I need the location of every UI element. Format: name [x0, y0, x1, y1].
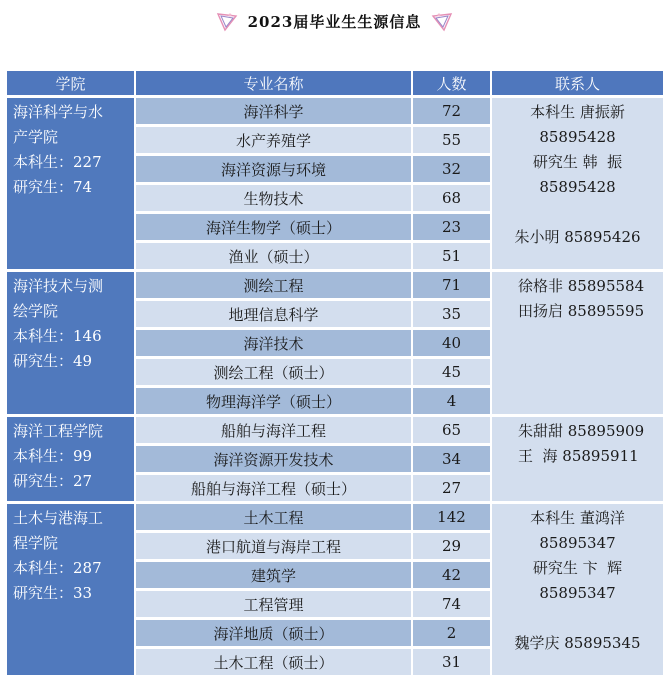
major-name: 土木工程 — [136, 504, 411, 530]
major-name: 土木工程（硕士） — [136, 649, 411, 675]
college-cell — [7, 417, 134, 501]
college-line: 绘学院 — [13, 302, 59, 320]
major-name: 海洋地质（硕士） — [136, 620, 411, 646]
student-count: 51 — [413, 243, 490, 269]
student-count: 29 — [413, 533, 490, 559]
college-cell — [7, 504, 134, 675]
contact-line: 本科生 唐振新 — [530, 103, 625, 121]
student-count: 31 — [413, 649, 490, 675]
table-row — [7, 98, 663, 124]
college-line: 海洋技术与测 — [13, 277, 104, 295]
triangle-decoration-icon — [216, 10, 238, 32]
student-count: 55 — [413, 127, 490, 153]
contact-line: 朱小明 85895426 — [514, 228, 641, 246]
header-contact: 联系人 — [492, 71, 663, 95]
college-line: 程学院 — [13, 534, 59, 552]
major-name: 物理海洋学（硕士） — [136, 388, 411, 414]
contact-line: 魏学庆 85895345 — [514, 634, 641, 652]
major-name: 船舶与海洋工程 — [136, 417, 411, 443]
contact-cell — [492, 417, 663, 501]
student-count: 35 — [413, 301, 490, 327]
graduate-info-table — [5, 68, 665, 678]
student-count: 74 — [413, 591, 490, 617]
header-count: 人数 — [413, 71, 490, 95]
student-count: 68 — [413, 185, 490, 211]
contact-line: 85895347 — [539, 584, 616, 602]
contact-cell — [492, 98, 663, 269]
contact-cell — [492, 504, 663, 675]
student-count: 27 — [413, 475, 490, 501]
college-line: 本科生：99 — [13, 447, 93, 465]
student-count: 71 — [413, 272, 490, 298]
triangle-decoration-icon — [431, 10, 453, 32]
college-cell — [7, 272, 134, 414]
major-name: 测绘工程（硕士） — [136, 359, 411, 385]
table-row — [7, 504, 663, 530]
major-name: 渔业（硕士） — [136, 243, 411, 269]
student-count: 65 — [413, 417, 490, 443]
college-line: 研究生：49 — [13, 352, 93, 370]
table-row — [7, 417, 663, 443]
header-college: 学院 — [7, 71, 134, 95]
major-name: 海洋科学 — [136, 98, 411, 124]
major-name: 地理信息科学 — [136, 301, 411, 327]
college-line: 产学院 — [13, 128, 59, 146]
contact-line: 85895347 — [539, 534, 616, 552]
contact-line: 85895428 — [539, 178, 616, 196]
college-line: 海洋科学与水 — [13, 103, 104, 121]
contact-cell — [492, 272, 663, 414]
college-line: 本科生：287 — [13, 559, 102, 577]
major-name: 水产养殖学 — [136, 127, 411, 153]
contact-line: 朱甜甜 85895909 — [518, 422, 645, 440]
major-name: 船舶与海洋工程（硕士） — [136, 475, 411, 501]
college-line: 本科生：227 — [13, 153, 102, 171]
college-line: 土木与港海工 — [13, 509, 104, 527]
student-count: 42 — [413, 562, 490, 588]
contact-line: 王 海 85895911 — [518, 447, 639, 465]
contact-line — [492, 200, 663, 225]
major-name: 海洋资源开发技术 — [136, 446, 411, 472]
major-name: 工程管理 — [136, 591, 411, 617]
contact-line: 徐格非 85895584 — [518, 277, 645, 295]
contact-line: 田扬启 85895595 — [518, 302, 645, 320]
college-line: 研究生：27 — [13, 472, 93, 490]
major-name: 测绘工程 — [136, 272, 411, 298]
major-name: 港口航道与海岸工程 — [136, 533, 411, 559]
student-count: 142 — [413, 504, 490, 530]
major-name: 建筑学 — [136, 562, 411, 588]
student-count: 23 — [413, 214, 490, 240]
contact-line: 85895428 — [539, 128, 616, 146]
page-title: 2023届毕业生生源信息 — [247, 12, 422, 31]
header-major: 专业名称 — [136, 71, 411, 95]
title-bar — [0, 6, 669, 36]
table-header-row — [7, 71, 663, 95]
college-cell — [7, 98, 134, 269]
college-line: 海洋工程学院 — [13, 422, 104, 440]
student-count: 4 — [413, 388, 490, 414]
student-count: 34 — [413, 446, 490, 472]
major-name: 海洋技术 — [136, 330, 411, 356]
contact-line — [492, 606, 663, 631]
contact-line: 研究生 卞 辉 — [532, 559, 623, 577]
college-line: 研究生：74 — [13, 178, 93, 196]
major-name: 海洋资源与环境 — [136, 156, 411, 182]
table-row — [7, 272, 663, 298]
contact-line: 本科生 董鸿洋 — [530, 509, 625, 527]
college-line: 研究生：33 — [13, 584, 93, 602]
major-name: 生物技术 — [136, 185, 411, 211]
student-count: 72 — [413, 98, 490, 124]
table-body — [7, 98, 663, 675]
college-line: 本科生：146 — [13, 327, 102, 345]
student-count: 32 — [413, 156, 490, 182]
major-name: 海洋生物学（硕士） — [136, 214, 411, 240]
student-count: 2 — [413, 620, 490, 646]
student-count: 45 — [413, 359, 490, 385]
student-count: 40 — [413, 330, 490, 356]
contact-line: 研究生 韩 振 — [532, 153, 623, 171]
